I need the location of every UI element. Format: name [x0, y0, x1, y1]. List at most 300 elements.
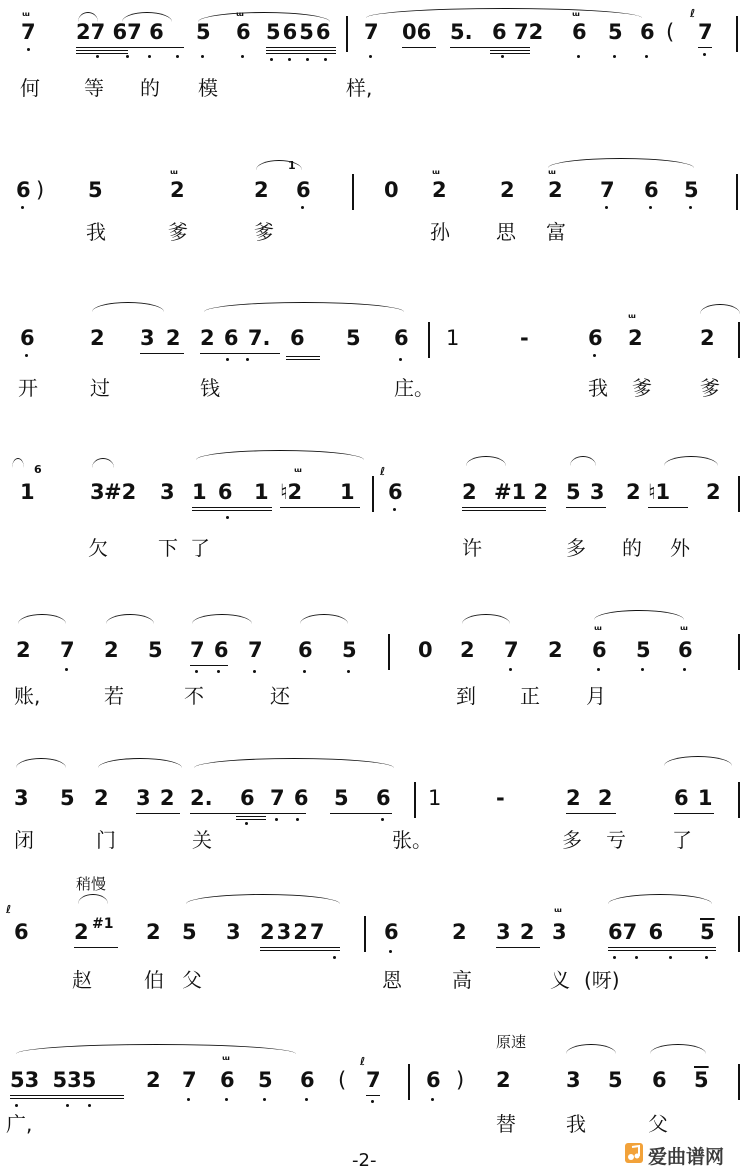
low-dot	[217, 670, 220, 673]
note-group: 3 2	[136, 786, 175, 810]
lyric: 等	[84, 76, 104, 100]
note: 6	[572, 20, 587, 44]
lyric: 义	[550, 968, 570, 992]
note: 1	[340, 480, 355, 504]
lyric: 的	[622, 536, 642, 560]
slur	[462, 614, 510, 624]
lyric: 若	[104, 684, 124, 708]
note: 6	[240, 786, 255, 810]
slur	[366, 8, 642, 18]
lyric: 开	[18, 376, 38, 400]
note-group: 6 1	[674, 786, 713, 810]
underline	[648, 507, 688, 508]
note: 3	[14, 786, 29, 810]
grace-note: 6	[34, 463, 42, 476]
low-dot	[301, 206, 304, 209]
bar-line	[738, 634, 740, 670]
slur	[664, 756, 732, 766]
note: #2	[104, 480, 137, 504]
note-group: 7 6	[190, 638, 229, 662]
bar-line	[408, 1064, 410, 1100]
slur	[594, 610, 684, 620]
bar-line	[352, 174, 354, 210]
rest-dash: -	[496, 786, 505, 810]
low-dot	[296, 818, 299, 821]
note: 2	[706, 480, 721, 504]
note: 2	[496, 1068, 511, 1092]
note: 5	[148, 638, 163, 662]
ornament-mark: ᵚ	[628, 311, 634, 325]
note-group: 7 6	[270, 786, 309, 810]
slur	[650, 1044, 706, 1054]
low-dot	[246, 358, 249, 361]
lyric: 我	[86, 220, 106, 244]
note: 6	[290, 326, 305, 350]
note: 2	[548, 638, 563, 662]
underline	[462, 507, 546, 511]
underline	[608, 947, 716, 951]
lyric: 许	[462, 536, 482, 560]
note: 6	[640, 20, 655, 44]
note: 2	[628, 326, 643, 350]
note: 6	[678, 638, 693, 662]
lyric: 恩	[382, 968, 402, 992]
slur	[664, 456, 718, 466]
low-dot	[303, 670, 306, 673]
low-dot	[226, 516, 229, 519]
underline	[200, 353, 280, 354]
note: 5	[684, 178, 699, 202]
low-dot	[324, 58, 327, 61]
low-dot	[148, 55, 151, 58]
note: 2	[460, 638, 475, 662]
bar-line	[414, 782, 416, 818]
lyric: 父	[182, 968, 202, 992]
slur	[608, 894, 712, 904]
tempo-marking: 原速	[496, 1033, 527, 1051]
note: 3	[566, 1068, 581, 1092]
note: 2	[94, 786, 109, 810]
note-group: 2 6 7.	[200, 326, 271, 350]
note: 5	[196, 20, 211, 44]
note: 5	[60, 786, 75, 810]
underline	[76, 50, 128, 54]
low-dot	[649, 206, 652, 209]
note: 5	[342, 638, 357, 662]
low-dot	[306, 58, 309, 61]
lyric: 我	[588, 376, 608, 400]
ornament-mark: ᵚ	[222, 1053, 228, 1067]
note: 7	[21, 20, 36, 44]
note: 5	[636, 638, 651, 662]
note-group: 27 67 6	[76, 20, 164, 44]
note: 3	[160, 480, 175, 504]
lyric: 关	[192, 828, 212, 852]
note: 6	[16, 178, 31, 202]
underline	[190, 813, 306, 814]
note: 2	[90, 326, 105, 350]
note-group: 67 6	[608, 920, 664, 944]
note: 7	[366, 1068, 381, 1092]
low-dot	[613, 956, 616, 959]
note-row	[0, 311, 750, 370]
note-row	[0, 463, 750, 524]
low-dot	[605, 206, 608, 209]
bar-line	[738, 476, 740, 512]
low-dot	[371, 1100, 374, 1103]
ornament-mark: ᵚ	[548, 167, 554, 181]
grace-note: ℓ	[690, 7, 696, 20]
lyric: 正	[520, 684, 540, 708]
low-dot	[253, 670, 256, 673]
note: 5	[694, 1068, 709, 1092]
note: 6	[298, 638, 313, 662]
slur	[98, 758, 182, 768]
note: 2	[462, 480, 477, 504]
low-dot	[689, 206, 692, 209]
lyric: 的	[140, 76, 160, 100]
low-dot	[597, 668, 600, 671]
note-row	[0, 159, 750, 222]
underline	[140, 353, 184, 354]
lyric: 多	[562, 828, 582, 852]
lyric: 闭	[14, 828, 34, 852]
note: 2	[146, 1068, 161, 1092]
note: 3	[552, 920, 567, 944]
slur	[570, 456, 596, 466]
underline	[192, 507, 272, 511]
note: 2	[432, 178, 447, 202]
low-dot	[501, 55, 504, 58]
watermark-logo	[620, 1140, 746, 1168]
low-dot	[305, 1098, 308, 1101]
underline	[366, 1095, 380, 1096]
bar-line	[738, 322, 740, 358]
note: 7	[504, 638, 519, 662]
lyric: 赵	[72, 968, 92, 992]
note: 6	[592, 638, 607, 662]
lyric: 张。	[392, 828, 432, 852]
bar-line	[372, 476, 374, 512]
slur	[16, 758, 66, 768]
ornament-mark: ᵚ	[236, 9, 242, 23]
lyric: 高	[452, 968, 472, 992]
lyric: 下了	[158, 536, 222, 560]
note: 5	[88, 178, 103, 202]
note: 5	[182, 920, 197, 944]
ornament-mark: ᵚ	[170, 167, 176, 181]
low-dot	[88, 1104, 91, 1107]
low-dot	[126, 55, 129, 58]
slur	[92, 302, 164, 312]
note: 2	[74, 920, 89, 944]
slur	[548, 158, 694, 168]
lyric: 广,	[6, 1112, 33, 1136]
low-dot	[389, 950, 392, 953]
low-dot	[645, 55, 648, 58]
lyric: 多	[566, 536, 586, 560]
note: 0	[384, 178, 399, 202]
note: 7	[60, 638, 75, 662]
low-dot	[393, 508, 396, 511]
slur	[194, 758, 394, 768]
paren-close: )	[36, 178, 45, 202]
ornament-mark: ᵚ	[680, 623, 686, 637]
note: 6	[652, 1068, 667, 1092]
ornament-mark: ᵚ	[554, 905, 560, 919]
note: 2	[500, 178, 515, 202]
underline	[674, 813, 714, 814]
low-dot	[176, 55, 179, 58]
slur	[106, 614, 154, 624]
underline	[566, 507, 606, 508]
slur	[78, 894, 108, 904]
low-dot	[15, 1104, 18, 1107]
slur	[12, 458, 24, 468]
low-dot	[96, 55, 99, 58]
low-dot	[635, 956, 638, 959]
music-note-icon	[624, 1142, 644, 1164]
lyric: 账,	[14, 684, 41, 708]
low-dot	[275, 818, 278, 821]
underline	[698, 47, 712, 48]
slur	[16, 1044, 296, 1054]
low-dot	[347, 670, 350, 673]
lyric: 孙	[430, 220, 450, 244]
note-group: 3 2	[496, 920, 535, 944]
low-dot	[431, 1098, 434, 1101]
low-dot	[241, 55, 244, 58]
slur	[700, 304, 740, 314]
ornament-mark: ᵚ	[594, 623, 600, 637]
bar-line	[388, 634, 390, 670]
low-dot	[225, 1098, 228, 1101]
lyric: 亏	[606, 828, 626, 852]
slur	[192, 614, 252, 624]
grace-note: ℓ	[360, 1055, 366, 1068]
bar-line	[738, 782, 740, 818]
low-dot	[66, 1104, 69, 1107]
note-group: 5 3	[566, 480, 605, 504]
low-dot	[593, 354, 596, 357]
underline	[74, 947, 118, 948]
lyric: 替	[496, 1112, 516, 1136]
ornament-mark: ᵚ	[22, 9, 28, 23]
bar-line	[738, 916, 740, 952]
slur	[566, 1044, 616, 1054]
low-dot	[577, 55, 580, 58]
lyric: 庄。	[394, 376, 434, 400]
note-group: 5656	[266, 20, 333, 44]
paren-close: )	[456, 1068, 465, 1092]
lyric: 模	[198, 76, 218, 100]
lyric: 何	[20, 76, 40, 100]
lyric: 爹	[168, 220, 188, 244]
note: 0	[418, 638, 433, 662]
ornament-mark: ᵚ	[294, 465, 300, 479]
note-row	[0, 776, 750, 830]
underline	[136, 813, 180, 814]
grace-note: 1	[288, 159, 296, 172]
bar-line	[738, 1064, 740, 1100]
grace-note: ℓ	[6, 903, 12, 916]
underline	[496, 947, 540, 948]
low-dot	[21, 206, 24, 209]
low-dot	[270, 58, 273, 61]
underline	[450, 47, 530, 48]
low-dot	[669, 956, 672, 959]
bar-line	[364, 916, 366, 952]
note: 5	[346, 326, 361, 350]
note: 6	[426, 1068, 441, 1092]
note: 2	[548, 178, 563, 202]
note: 6	[388, 480, 403, 504]
lyric: 爹	[700, 376, 720, 400]
lyric: 欠	[88, 536, 108, 560]
note-group: 06	[402, 20, 432, 44]
low-dot	[263, 1098, 266, 1101]
note: 5	[608, 1068, 623, 1092]
note: 7	[364, 20, 379, 44]
lyric: 还	[270, 684, 290, 708]
note: 2	[452, 920, 467, 944]
underline	[566, 813, 616, 814]
lyric: 了	[672, 828, 692, 852]
low-dot	[333, 956, 336, 959]
underline	[266, 47, 336, 54]
note: 6	[394, 326, 409, 350]
note: 1	[254, 480, 269, 504]
note: 5.	[450, 20, 473, 44]
underline	[280, 507, 360, 508]
underline	[330, 813, 392, 814]
note-row	[0, 623, 750, 682]
slur	[92, 458, 114, 468]
note: 6	[376, 786, 391, 810]
lyric: 父	[648, 1112, 668, 1136]
low-dot	[226, 358, 229, 361]
note-row	[0, 903, 750, 964]
note: 2	[146, 920, 161, 944]
low-dot	[245, 822, 248, 825]
page-number: -2-	[352, 1150, 377, 1171]
underline	[76, 47, 184, 48]
lyric: 爹	[254, 220, 274, 244]
slur	[186, 894, 340, 904]
note: 5	[608, 20, 623, 44]
slur	[18, 614, 66, 624]
underline	[286, 356, 320, 360]
note: 6	[300, 1068, 315, 1092]
note: 7	[248, 638, 263, 662]
lyric: 我	[566, 1112, 586, 1136]
note: 2	[16, 638, 31, 662]
underline	[10, 1095, 124, 1099]
note-row	[0, 1053, 750, 1112]
slur	[300, 614, 348, 624]
low-dot	[369, 55, 372, 58]
note-group: 2327	[260, 920, 327, 944]
note: 2	[170, 178, 185, 202]
lyric: 月	[586, 684, 606, 708]
note: 2	[700, 326, 715, 350]
lyric: 爹	[632, 376, 652, 400]
note-group: 72	[514, 20, 544, 44]
underline	[190, 665, 228, 666]
rest-dash: -	[520, 326, 529, 350]
note: 2	[626, 480, 641, 504]
lyric: 伯	[144, 968, 164, 992]
note-group: #1 2	[494, 480, 549, 504]
low-dot	[65, 668, 68, 671]
underline	[490, 50, 530, 54]
note-group: 3 2	[140, 326, 181, 350]
low-dot	[27, 48, 30, 51]
note: 6	[296, 178, 311, 202]
lyric: (呀)	[584, 968, 620, 992]
tempo-marking: 稍慢	[76, 875, 107, 893]
slur	[122, 12, 172, 22]
lyric: 思	[496, 220, 516, 244]
paren-open: (	[338, 1068, 347, 1092]
low-dot	[641, 668, 644, 671]
low-dot	[399, 358, 402, 361]
note: 6	[492, 20, 507, 44]
note: ♮2	[280, 480, 303, 504]
low-dot	[288, 58, 291, 61]
sharp-note: #1	[92, 916, 114, 932]
note: 6	[236, 20, 251, 44]
low-dot	[25, 354, 28, 357]
note: 7	[698, 20, 713, 44]
low-dot	[613, 55, 616, 58]
low-dot	[703, 53, 706, 56]
low-dot	[705, 956, 708, 959]
slur	[204, 302, 404, 312]
underline	[402, 47, 436, 48]
note: 6	[20, 326, 35, 350]
note: 1	[428, 786, 442, 810]
note: 2	[104, 638, 119, 662]
low-dot	[195, 670, 198, 673]
note: 2.	[190, 786, 213, 810]
note: ♮1	[648, 480, 671, 504]
ornament-mark: ᵚ	[572, 9, 578, 23]
note-group: 53 535	[10, 1068, 97, 1092]
note: 6	[384, 920, 399, 944]
paren-open: (	[666, 20, 675, 44]
note: 7	[600, 178, 615, 202]
grace-note: ℓ	[380, 465, 386, 478]
slur	[466, 456, 506, 466]
watermark-text: 爱曲谱网	[648, 1146, 725, 1168]
lyric: 不	[184, 684, 204, 708]
note: 1	[20, 480, 35, 504]
note-group: 1 6	[192, 480, 233, 504]
lyric: 门	[96, 828, 116, 852]
low-dot	[187, 1098, 190, 1101]
note: 6	[14, 920, 29, 944]
note-group: 2 2	[566, 786, 613, 810]
lyric: 富	[546, 220, 566, 244]
note: 3	[226, 920, 241, 944]
note: 5	[334, 786, 349, 810]
low-dot	[683, 668, 686, 671]
low-dot	[509, 668, 512, 671]
lyric: 钱	[200, 376, 220, 400]
bar-line	[428, 322, 430, 358]
note-row	[0, 7, 750, 64]
